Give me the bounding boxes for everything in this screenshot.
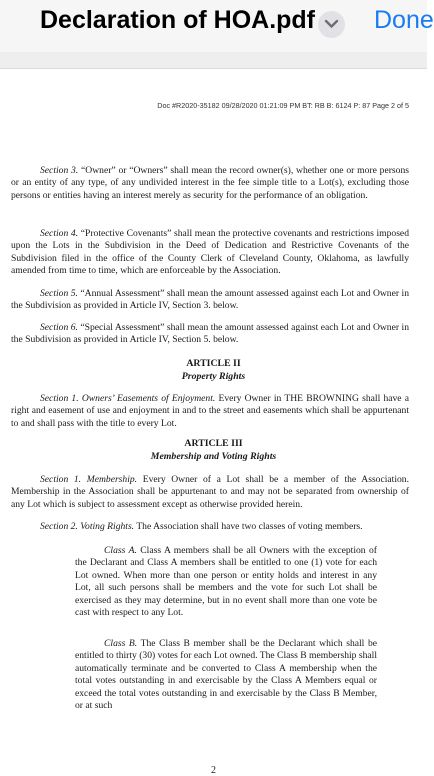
section-number: Section 3.	[40, 165, 79, 176]
article-2-section-1	[11, 393, 409, 430]
section-title: Voting Rights.	[80, 521, 135, 532]
article-subtitle: Property Rights	[181, 370, 246, 382]
section-number: Section 1.	[40, 474, 82, 485]
section-text: “Protective Covenants” shall mean the protective covenants and restrictions imposed upon the Lots in the Subdivision in the Deed of Dedication and Restrictive Covenants of the Subdivision filed in the office of the County Clerk of Cleveland County, Oklahoma, as lawfully amended from time to time, which are enforceable by the Association.	[11, 228, 409, 277]
class-a-paragraph	[75, 545, 377, 619]
article-2-heading	[0, 358, 427, 383]
section-number: Section 5.	[40, 288, 78, 299]
section-text: “Special Assessment” shall mean the amount assessed against each Lot and Owner in the Subdivision as provided in Article IV, Section 5. below.	[11, 322, 409, 346]
chevron-down-icon[interactable]	[318, 11, 345, 38]
article-title: ARTICLE II	[186, 358, 241, 369]
article-3-heading	[0, 438, 427, 463]
page-number: 2	[211, 765, 216, 776]
class-label: Class A.	[104, 545, 137, 556]
section-text: The Association shall have two classes of voting members.	[134, 521, 363, 532]
section-text: Every Owner of a Lot shall be a member of the Association. Membership in the Association shall be appurtenant to and may not be separated from ownership of any Lot which is subject to assessment except as otherwise provided herein.	[11, 474, 409, 510]
article-3-section-1	[11, 474, 409, 511]
section-text: “Annual Assessment” shall mean the amount assessed against each Lot and Owner in the Subdivision as provided in Article IV, Section 3. below.	[11, 288, 409, 312]
section-text: Every Owner in THE BROWNING shall have a right and easement of use and enjoyment in and to the street and easements which shall be appurtenant to and shall pass with the title to every Lot.	[11, 393, 410, 429]
class-text: The Class B member shall be the Declarant which shall be entitled to thirty (30) votes for each Lot owned. The Class B membership shall automatically terminate and be converted to Class A membership when the total votes outstanding in and exercisable by the Class A Members equal or exceed the total votes outstanding in and exercisable by the Class B Member, or at such	[75, 638, 377, 712]
article-title: ARTICLE III	[184, 438, 243, 449]
class-b-paragraph	[75, 638, 377, 712]
section-number: Section 4.	[40, 228, 79, 239]
section-4	[11, 228, 409, 278]
section-text: “Owner” or “Owners” shall mean the record owner(s), whether one or more persons or an entity of any type, of any undivided interest in the fee simple title to a Lot(s), excluding those persons or entities having an interest merely as security for the performance of an obligation.	[11, 165, 409, 201]
section-title: Membership.	[86, 474, 138, 485]
section-title: Owners’ Easements of Enjoyment.	[81, 393, 216, 404]
section-number: Section 6.	[40, 322, 78, 333]
article-subtitle: Membership and Voting Rights	[150, 450, 277, 462]
class-label: Class B.	[104, 638, 138, 649]
section-6	[11, 322, 409, 347]
section-number: Section 1.	[40, 393, 79, 404]
section-number: Section 2.	[40, 521, 78, 532]
toolbar-divider	[0, 52, 427, 69]
pdf-page[interactable]	[0, 69, 427, 776]
document-header: Doc #R2020-35182 09/28/2020 01:21:09 PM BT: RB B: 6124 P: 87 Page 2 of 5	[157, 101, 409, 110]
section-3	[11, 165, 409, 202]
done-button[interactable]: Done	[374, 6, 434, 34]
section-5	[11, 288, 409, 313]
document-title: Declaration of HOA.pdf	[40, 6, 316, 34]
toolbar	[0, 0, 434, 52]
article-3-section-2	[11, 521, 409, 533]
class-text: Class A members shall be all Owners with the exception of the Declarant and Class A members shall be entitled to one (1) vote for each Lot owned. When more than one person or entity holds and interest in any Lot, all such persons shall be members and the vote for such Lot shall be exercised as they may determine, but in no event shall more than one vote be cast with respect to any Lot.	[75, 545, 378, 619]
